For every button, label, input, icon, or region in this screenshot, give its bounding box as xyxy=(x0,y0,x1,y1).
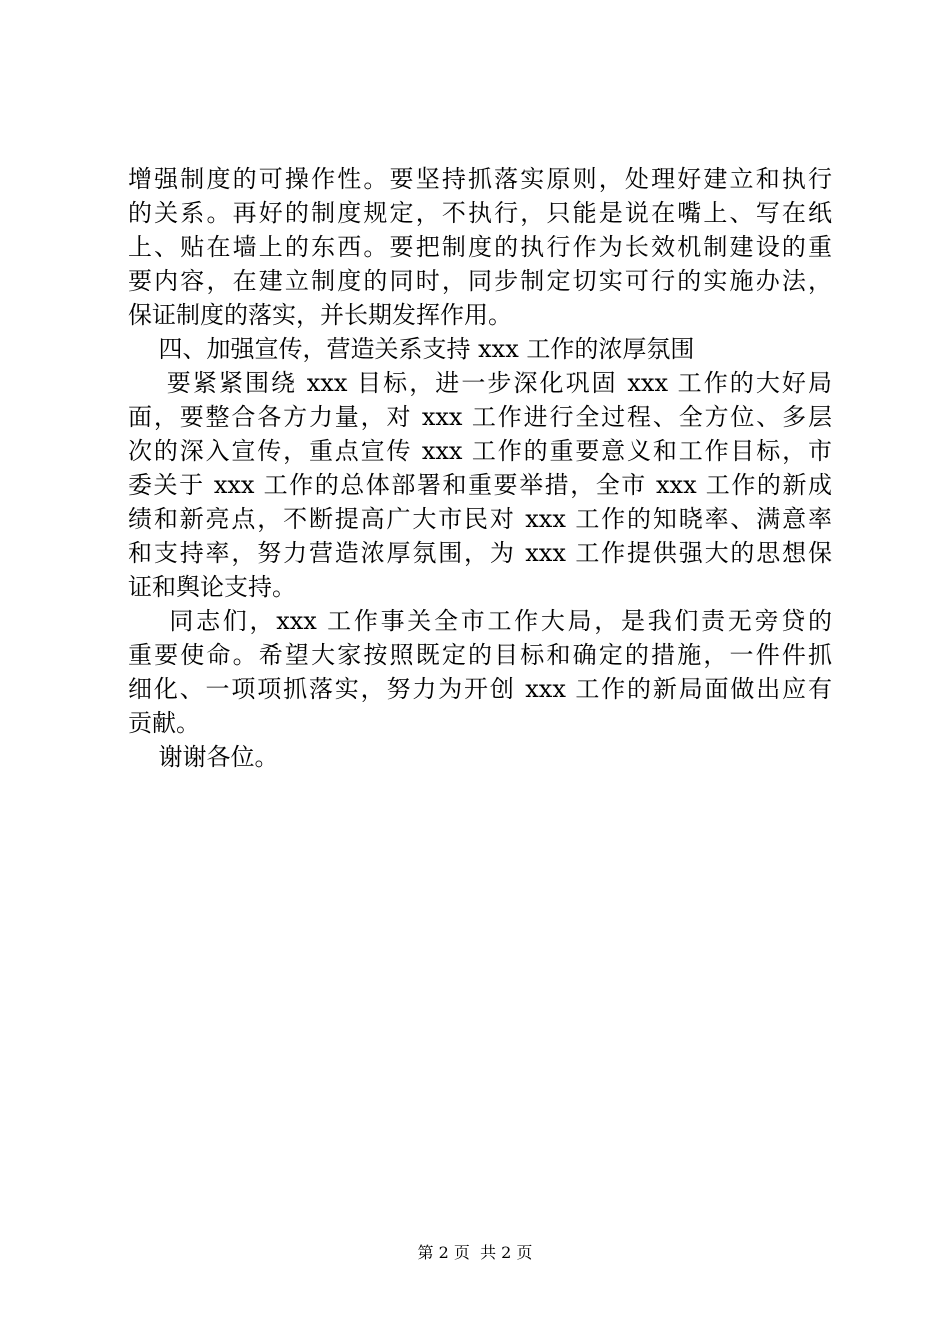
text-line: 细化、一项项抓落实，努力为开创 xxx 工作的新局面做出应有 xyxy=(128,675,832,703)
text-line: 同志们，xxx 工作事关全市工作大局，是我们责无旁贷的 xyxy=(128,607,832,635)
document-body xyxy=(128,162,832,774)
text-line: 增强制度的可操作性。要坚持抓落实原则，处理好建立和执行 xyxy=(128,165,832,193)
text-line: 证和舆论支持。 xyxy=(128,573,296,601)
text-line: 要内容，在建立制度的同时，同步制定切实可行的实施办法， xyxy=(128,267,832,295)
section-heading: 四、加强宣传，营造关系支持 xxx 工作的浓厚氛围 xyxy=(128,335,695,363)
text-line: 和支持率，努力营造浓厚氛围，为 xxx 工作提供强大的思想保 xyxy=(128,539,832,567)
text-line: 的关系。再好的制度规定，不执行，只能是说在嘴上、写在纸 xyxy=(128,199,832,227)
text-line: 上、贴在墙上的东西。要把制度的执行作为长效机制建设的重 xyxy=(128,233,832,261)
text-line: 要紧紧围绕 xxx 目标，进一步深化巩固 xxx 工作的大好局 xyxy=(128,369,832,397)
text-line: 重要使命。希望大家按照既定的目标和确定的措施，一件件抓 xyxy=(128,641,832,669)
page-number-footer: 第 2 页 共 2 页 xyxy=(417,1243,533,1262)
closing-line: 谢谢各位。 xyxy=(128,743,279,771)
text-line: 次的深入宣传，重点宣传 xxx 工作的重要意义和工作目标，市 xyxy=(128,437,832,465)
text-line: 绩和新亮点，不断提高广大市民对 xxx 工作的知晓率、满意率 xyxy=(128,505,832,533)
text-line: 贡献。 xyxy=(128,709,200,737)
text-line: 委关于 xxx 工作的总体部署和重要举措，全市 xxx 工作的新成 xyxy=(128,471,832,499)
text-line: 面，要整合各方力量，对 xxx 工作进行全过程、全方位、多层 xyxy=(128,403,832,431)
text-line: 保证制度的落实，并长期发挥作用。 xyxy=(128,301,512,329)
